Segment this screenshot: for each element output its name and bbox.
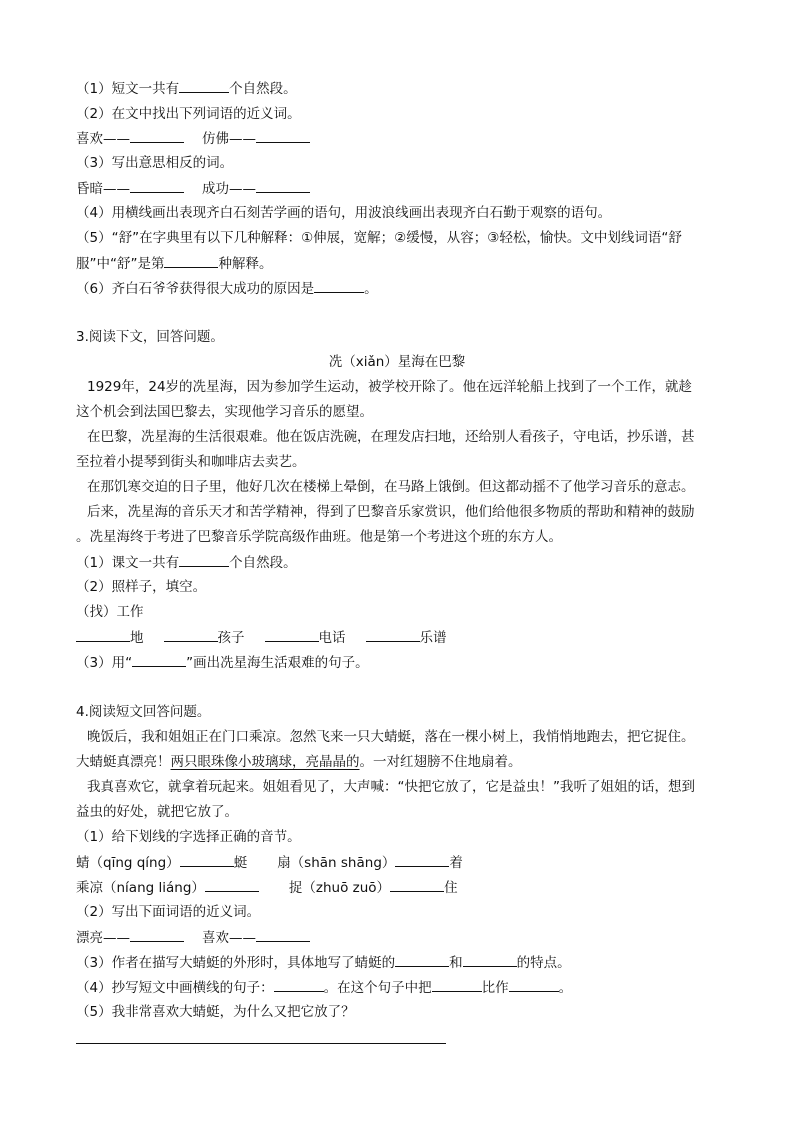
- p4-para2-b: 益虫的好处，就把它放了。: [76, 804, 238, 820]
- p2-q1-pre: （1）短文一共有: [76, 81, 180, 97]
- p2-q1-post: 个自然段。: [229, 81, 297, 97]
- p3-para1-b: 这个机会到法国巴黎去，实现他学习音乐的愿望。: [76, 404, 373, 420]
- p4-pinyin-row-2: [76, 877, 458, 898]
- p2-q6: [76, 278, 378, 299]
- answer-blank[interactable]: [256, 927, 310, 942]
- answer-blank[interactable]: [132, 652, 186, 667]
- p3-q1: [76, 552, 297, 573]
- p4-para1-b: [76, 752, 522, 772]
- fill-word-1: 地: [130, 630, 144, 646]
- p3-para4-b: 。冼星海终于考进了巴黎音乐学院高级作曲班。他是第一个考进这个班的东方人。: [76, 529, 562, 545]
- word-1: 喜欢——: [76, 131, 130, 147]
- p2-q6-post: 。: [364, 281, 378, 297]
- pinyin-item-4-end: 住: [444, 880, 458, 896]
- underlined-sentence: 两只眼珠像小玻璃球，亮晶晶的: [170, 754, 360, 770]
- word-1: 漂亮——: [76, 930, 130, 946]
- p3-para1-a: 1929年，24岁的冼星海，因为参加学生运动，被学校开除了。他在远洋轮船上找到了一个工作，就趁: [87, 379, 693, 395]
- pinyin-item-2: 扇（shān shāng）: [277, 855, 396, 871]
- answer-blank[interactable]: [432, 977, 482, 992]
- p4-q3-mid: 和: [449, 955, 463, 971]
- p2-q3: （3）写出意思相反的词。: [76, 155, 234, 171]
- p4-q4-mid2: 比作: [481, 980, 509, 996]
- p3-heading: 3.阅读下文，回答问题。: [76, 329, 224, 345]
- p4-para1-pre: 大蜻蜓真漂亮！: [76, 754, 171, 770]
- word-2: 仿佛——: [202, 131, 256, 147]
- answer-blank[interactable]: [130, 128, 184, 143]
- answer-blank[interactable]: [205, 877, 259, 892]
- word-2: 喜欢——: [202, 930, 256, 946]
- answer-blank[interactable]: [76, 627, 130, 642]
- p4-q1: （1）给下划线的字选择正确的音节。: [76, 829, 301, 845]
- answer-blank[interactable]: [395, 952, 449, 967]
- p3-para4-a: 后来，冼星海的音乐天才和苦学精神，得到了巴黎音乐家赏识，他们给他很多物质的帮助和精神的鼓励: [87, 504, 695, 520]
- pinyin-item-4: 捉（zhuō zuō）: [288, 880, 391, 896]
- pinyin-item-2-end: 着: [449, 855, 463, 871]
- answer-blank[interactable]: [366, 627, 420, 642]
- p3-para2-b: 至拉着小提琴到街头和咖啡店去卖艺。: [76, 454, 306, 470]
- answer-blank[interactable]: [265, 627, 319, 642]
- p4-q3: [76, 952, 571, 973]
- answer-blank[interactable]: [509, 977, 559, 992]
- p4-q4-post: 。: [558, 980, 573, 996]
- p2-q2: （2）在文中找出下列词语的近义词。: [76, 106, 301, 122]
- p4-pinyin-row-1: [76, 852, 463, 873]
- p4-heading: 4.阅读短文回答问题。: [76, 704, 211, 720]
- p3-q3-pre: （3）用“: [76, 655, 133, 671]
- p4-q4: [76, 977, 572, 998]
- fill-word-4: 乐谱: [419, 630, 447, 646]
- pinyin-item-1: 蜻（qīng qíng）: [76, 855, 180, 871]
- answer-blank[interactable]: [130, 927, 184, 942]
- p2-q5-line2: [76, 253, 272, 274]
- word-1: 昏暗——: [76, 181, 130, 197]
- answer-blank[interactable]: [395, 852, 449, 867]
- p4-para2-a: 我真喜欢它，就拿着玩起来。姐姐看见了，大声喊：“快把它放了，它是益虫！”我听了姐姐的话，想到: [87, 779, 695, 795]
- word-2: 成功——: [202, 181, 256, 197]
- p2-q4: （4）用横线画出表现齐白石刻苦学画的语句，用波浪线画出表现齐白石勤于观察的语句。: [76, 205, 612, 221]
- p3-para3: 在那饥寒交迫的日子里，他好几次在楼梯上晕倒，在马路上饿倒。但这都动摇不了他学习音乐的意志。: [87, 479, 695, 495]
- answer-line[interactable]: [76, 1043, 446, 1044]
- p2-q5-pre: 服”中“舒”是第: [76, 256, 165, 272]
- p4-para1-a: 晚饭后，我和姐姐正在门口乘凉。忽然飞来一只大蜻蜓，落在一棵小树上，我悄悄地跑去，把它捉住。: [87, 729, 695, 745]
- p2-q6-pre: （6）齐白石爷爷获得很大成功的原因是: [76, 281, 315, 297]
- answer-blank[interactable]: [164, 627, 218, 642]
- p4-q3-post: 的特点。: [516, 955, 571, 971]
- p3-title: 冼（xiǎn）星海在巴黎: [328, 354, 466, 370]
- p2-q5-line1: （5）“舒”在字典里有以下几种解释：①伸展，宽解；②缓慢，从容；③轻松，愉快。文中划线词语“舒: [76, 230, 682, 246]
- answer-blank[interactable]: [179, 78, 229, 93]
- p3-para2-a: 在巴黎，冼星海的生活很艰难。他在饭店洗碗，在理发店扫地，还给别人看孩子，守电话，抄乐谱，甚: [87, 429, 695, 445]
- p3-example: （找）工作: [76, 604, 144, 620]
- p3-fill-row: [76, 627, 447, 648]
- answer-blank[interactable]: [256, 128, 310, 143]
- pinyin-item-1-end: 蜓: [233, 855, 248, 871]
- answer-blank[interactable]: [314, 278, 364, 293]
- p4-para1-post: 。一对红翅膀不住地扇着。: [359, 754, 522, 770]
- p3-q3: [76, 652, 369, 673]
- p3-q2: （2）照样子，填空。: [76, 579, 207, 595]
- p4-q5: （5）我非常喜欢大蜻蜓，为什么又把它放了？: [76, 1004, 355, 1020]
- p4-q4-mid1: 。在这个句子中把: [323, 980, 432, 996]
- fill-word-3: 电话: [318, 630, 346, 646]
- p2-q1: [76, 78, 297, 99]
- p3-q1-pre: （1）课文一共有: [76, 555, 180, 571]
- p2-q2-words: [76, 128, 310, 149]
- answer-blank[interactable]: [463, 952, 517, 967]
- p2-q5-post: 种解释。: [218, 256, 273, 272]
- answer-blank[interactable]: [179, 552, 229, 567]
- p4-q4-pre: （4）抄写短文中画横线的句子：: [76, 980, 274, 996]
- p3-q1-post: 个自然段。: [229, 555, 297, 571]
- answer-blank[interactable]: [180, 852, 234, 867]
- answer-blank[interactable]: [256, 178, 310, 193]
- answer-blank[interactable]: [164, 253, 218, 268]
- p2-q3-words: [76, 178, 310, 199]
- p3-q3-post: ”画出冼星海生活艰难的句子。: [186, 655, 369, 671]
- answer-blank[interactable]: [130, 178, 184, 193]
- p4-q2: （2）写出下面词语的近义词。: [76, 904, 261, 920]
- answer-blank[interactable]: [390, 877, 444, 892]
- pinyin-item-3: 乘凉（níang liáng）: [76, 880, 205, 896]
- answer-blank[interactable]: [274, 977, 324, 992]
- fill-word-2: 孩子: [217, 630, 245, 646]
- p4-q3-pre: （3）作者在描写大蜻蜓的外形时，具体地写了蜻蜓的: [76, 955, 396, 971]
- p4-q2-words: [76, 927, 310, 948]
